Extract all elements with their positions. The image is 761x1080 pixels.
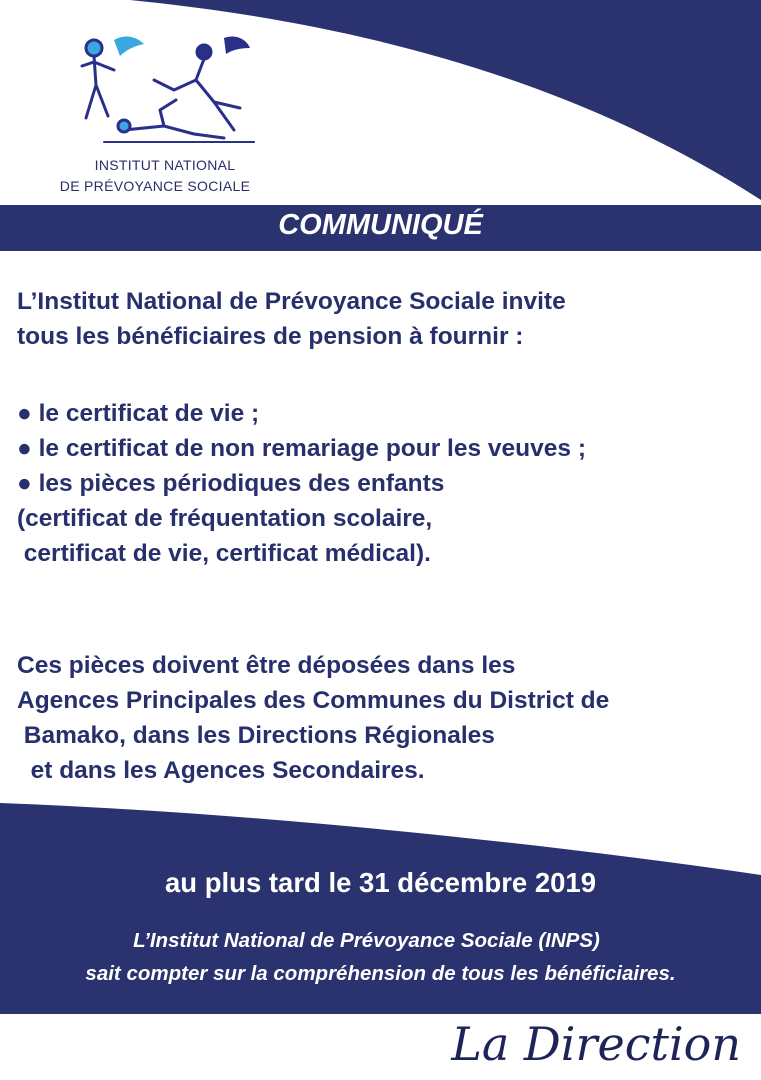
communique-title: COMMUNIQUÉ: [278, 209, 483, 241]
documents-list: ● le certificat de vie ; ● le certificat de non remariage pour les veuves ; ● les pièces périodiques des enfants (certificat de fréquentation scolaire, certificat de vie, certificat médical).: [17, 400, 586, 567]
intro-paragraph: L’Institut National de Prévoyance Sociale invite tous les bénéficiaires de pension à fournir :: [17, 288, 566, 350]
closing-line1: L’Institut National de Prévoyance Sociale (INPS): [133, 929, 600, 952]
inps-logo-icon: [64, 30, 264, 150]
institution-name-line1: INSTITUT NATIONAL: [94, 157, 236, 173]
deadline-text: au plus tard le 31 décembre 2019: [164, 867, 597, 898]
closing-line2: sait compter sur la compréhension de tous les bénéficiaires.: [85, 962, 676, 985]
deposit-info-paragraph: Ces pièces doivent être déposées dans les Agences Principales des Communes du District de Bamako, dans les Directions Régionales et dans les Agences Secondaires.: [17, 652, 610, 784]
signature: La Direction: [451, 1017, 741, 1071]
institution-name-line2: DE PRÉVOYANCE SOCIALE: [59, 178, 251, 194]
